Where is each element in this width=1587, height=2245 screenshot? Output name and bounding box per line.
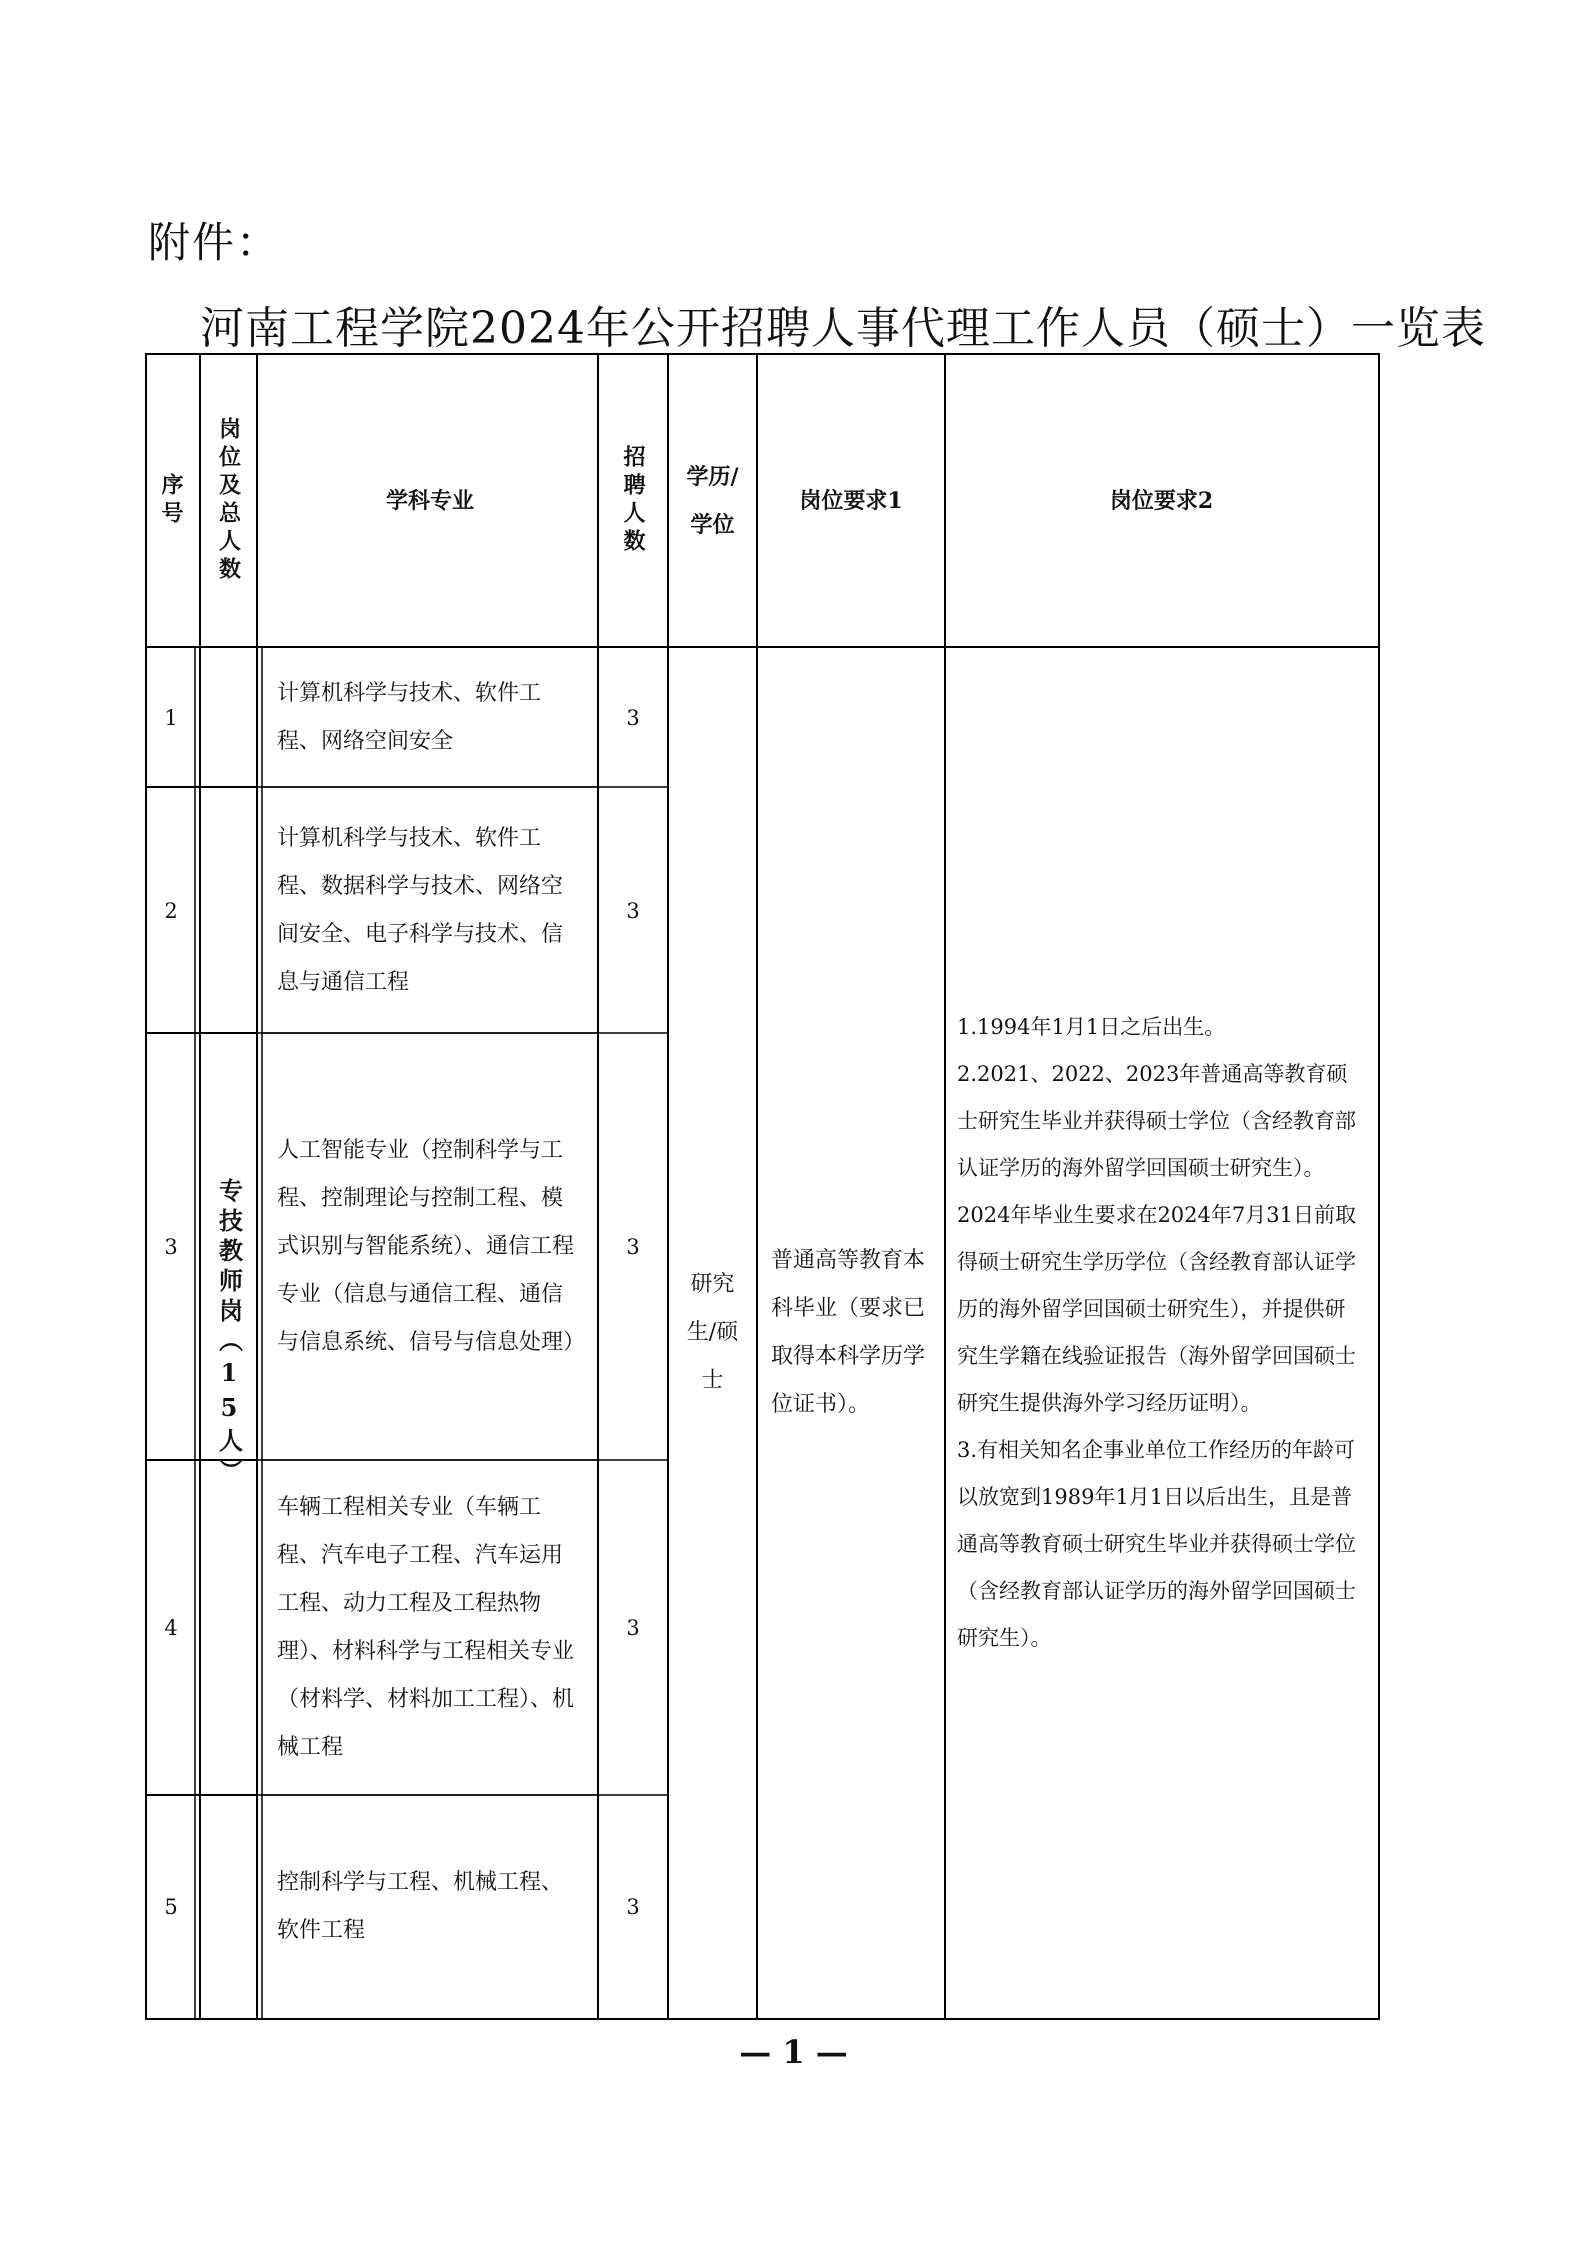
header-major: 学科专业: [385, 488, 474, 514]
row-1-seq: 1: [164, 705, 178, 730]
row-4-seq: 4: [164, 1616, 178, 1640]
row-2-major: 计算机科学与技术、软件工程、数据科学与技术、网络空间安全、电子科学与技术、信息与通信工程: [277, 825, 564, 995]
row-5-count: 3: [626, 1895, 640, 1919]
req2-line-3: 3.有相关知名企事业单位工作经历的年龄可以放宽到1989年1月1日以后出生，且是普通高等教育硕士研究生毕业并获得硕士学位（含经教育部认证学历的海外留学回国硕士研究生）。: [957, 1438, 1356, 1650]
req2-value: [945, 648, 1378, 2018]
req2-line-1: 1.1994年1月1日之后出生。: [957, 1015, 1226, 1039]
row-5-major: 控制科学与工程、机械工程、软件工程: [277, 1870, 564, 1943]
req2-line-2: 2.2021、2022、2023年普通高等教育硕士研究生毕业并获得硕士学位（含经教育部认证学历的海外留学回国硕士研究生）。2024年毕业生要求在2024年7月31日前取得硕士研究生学历学位（含经教育部认证学历的海外留学回国硕士研究生），并提供研究生学籍在线验证报告（海外留学回国硕士研究生提供海外学习经历证明）。: [957, 1062, 1356, 1415]
header-post-total: 岗位及总人数: [215, 417, 242, 585]
row-5-seq: 5: [164, 1895, 178, 1919]
header-req1: 岗位要求1: [799, 488, 903, 514]
row-2-seq: 2: [164, 898, 178, 923]
req1-value: 普通高等教育本科毕业（要求已取得本科学历学位证书）。: [771, 1248, 926, 1417]
row-3-seq: 3: [164, 1235, 178, 1259]
row-1-major: 计算机科学与技术、软件工程、网络空间安全: [277, 680, 542, 754]
attachment-label: 附件：: [148, 218, 281, 267]
row-1-count: 3: [626, 705, 640, 730]
row-3-major: 人工智能专业（控制科学与工程、控制理论与控制工程、模式识别与智能系统）、通信工程专业（信息与通信工程、通信与信息系统、信号与信息处理）: [277, 1138, 586, 1355]
recruitment-table: [145, 353, 1380, 2020]
header-seq: 序号: [158, 473, 184, 529]
row-4-count: 3: [626, 1616, 640, 1640]
header-count: 招聘人数: [620, 445, 646, 557]
header-req2: 岗位要求2: [1109, 488, 1214, 514]
header-degree: 学历/学位: [686, 464, 739, 538]
row-4-major: 车辆工程相关专业（车辆工程、汽车电子工程、汽车运用工程、动力工程及工程热物理）、材料科学与工程相关专业（材料学、材料加工工程）、机械工程: [277, 1495, 575, 1760]
row-3-count: 3: [626, 1235, 640, 1259]
document-title: 河南工程学院2024年公开招聘人事代理工作人员（硕士）一览表: [200, 303, 1486, 354]
degree-value: 研究生/硕士: [686, 1272, 739, 1393]
page-number: — 1 —: [739, 2033, 848, 2071]
post-name: 专技教师岗（15人）: [214, 1178, 244, 1488]
row-2-count: 3: [626, 898, 640, 923]
